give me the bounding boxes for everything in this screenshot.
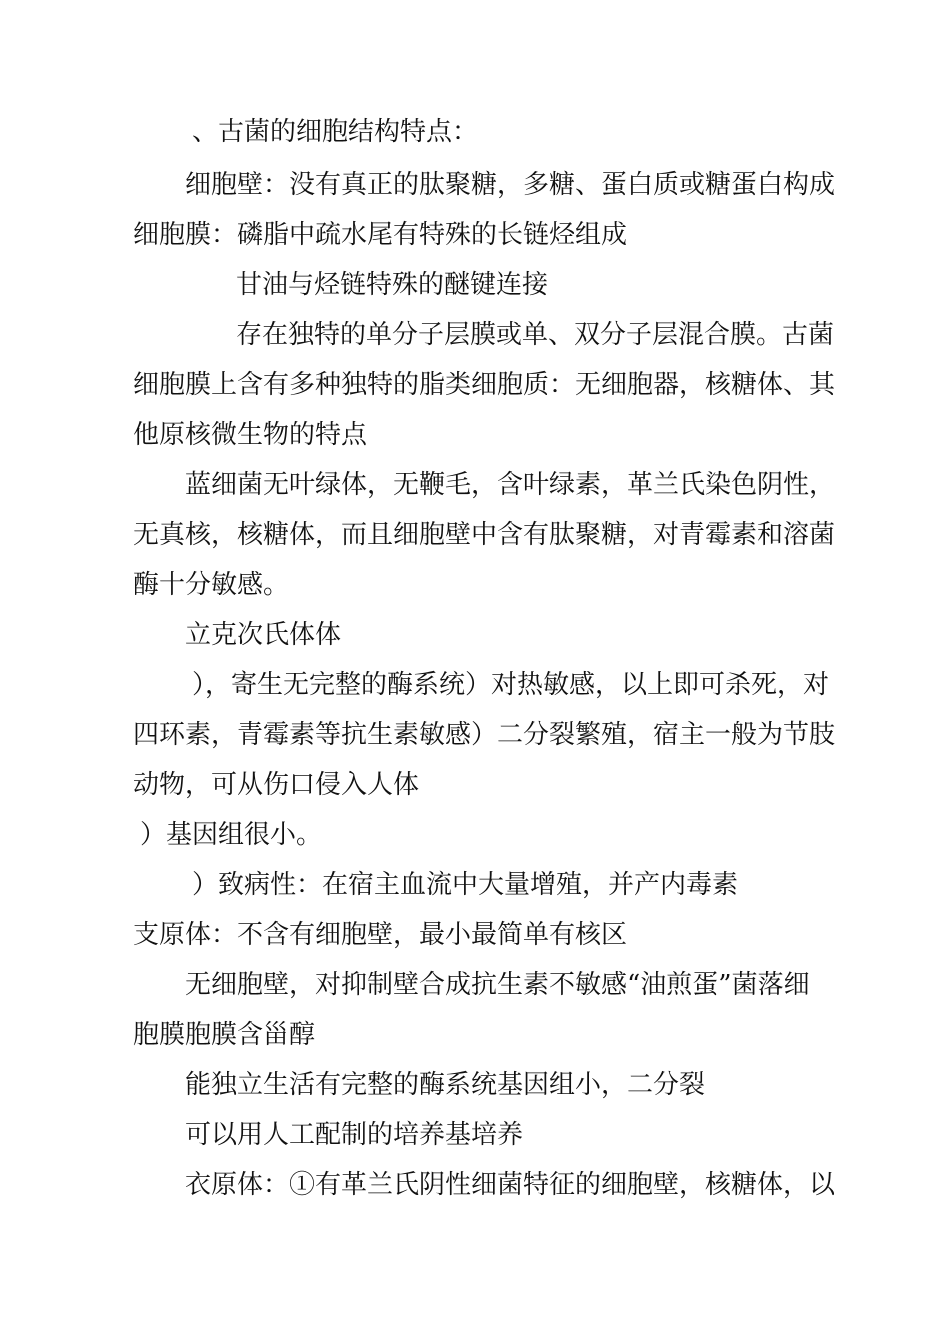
text-line: 胞膜胞膜含甾醇 [133,1020,316,1050]
text-line: 细胞壁：没有真正的肽聚糖，多糖、蛋白质或糖蛋白构成 [185,170,836,200]
text-line: 动物，可从伤口侵入人体 [133,770,420,800]
text-line: 他原核微生物的特点 [133,420,368,450]
text-line: 酶十分敏感。 [133,570,290,600]
text-line: ）致病性：在宿主血流中大量增殖，并产内毒素 [192,870,739,900]
text-line: ），寄生无完整的酶系统）对热敏感，以上即可杀死，对 [192,670,830,700]
text-line: 立克次氏体体 [185,620,342,650]
text-line: 无真核，核糖体，而且细胞壁中含有肽聚糖，对青霉素和溶菌 [133,520,836,550]
heading-archaea-structure: 、古菌的细胞结构特点： [192,117,479,147]
text-line: 存在独特的单分子层膜或单、双分子层混合膜。古菌 [236,320,835,350]
text-line: ）基因组很小。 [140,820,323,850]
text-line: 可以用人工配制的培养基培养 [185,1120,524,1150]
text-line: 支原体：不含有细胞壁，最小最简单有核区 [133,920,628,950]
text-line: 衣原体：①有革兰氏阴性细菌特征的细胞壁，核糖体，以 [185,1170,836,1200]
text-line: 能独立生活有完整的酶系统基因组小，二分裂 [185,1070,706,1100]
text-line: 细胞膜上含有多种独特的脂类细胞质：无细胞器，核糖体、其 [133,370,836,400]
text-line: 无细胞壁，对抑制壁合成抗生素不敏感“油煎蛋”菌落细 [185,970,810,1000]
text-line: 蓝细菌无叶绿体，无鞭毛，含叶绿素，革兰氏染色阴性， [185,470,836,500]
text-line: 甘油与烃链特殊的醚键连接 [236,270,549,300]
text-line: 四环素，青霉素等抗生素敏感）二分裂繁殖，宿主一般为节肢 [133,720,836,750]
text-line: 细胞膜：磷脂中疏水尾有特殊的长链烃组成 [133,220,628,250]
